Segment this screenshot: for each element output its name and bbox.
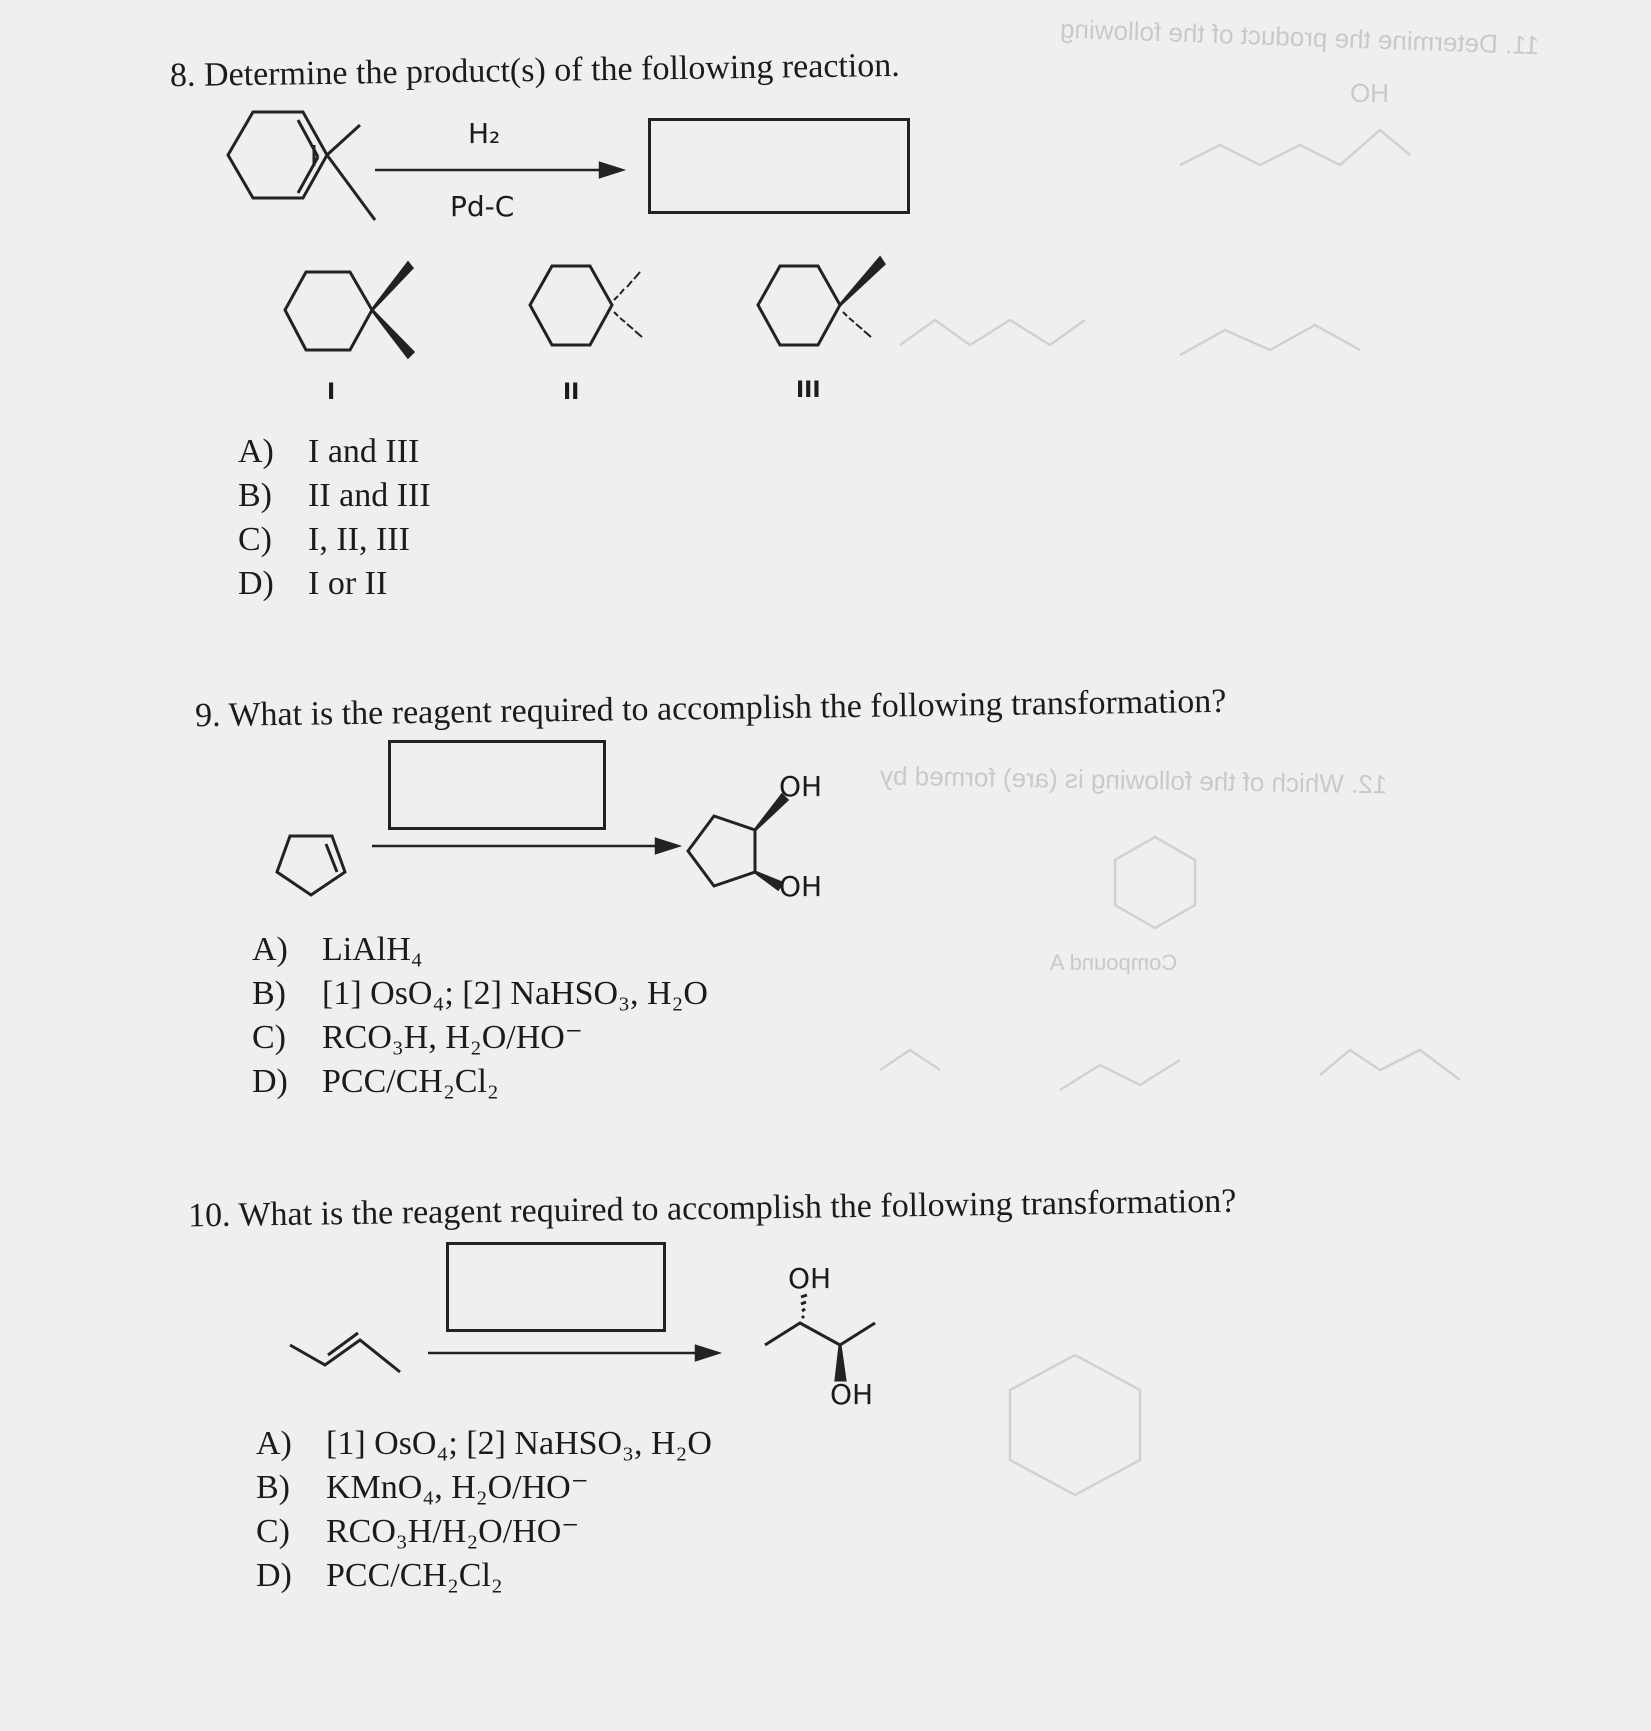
- choice-text: [1] OsO₄; [2] NaHSO₃, H₂O: [326, 1425, 712, 1462]
- q8-label-ii: II: [563, 380, 580, 405]
- q10-diol-molecule: [765, 1295, 875, 1380]
- choice-text: LiAlH₄: [322, 931, 423, 968]
- q10-choice-b[interactable]: [256, 1466, 712, 1510]
- choice-letter: B): [238, 477, 272, 514]
- bleed-through-text: 12. Which of the following is (are) formed by: [879, 760, 1388, 800]
- choice-letter: B): [252, 975, 286, 1012]
- q10-choice-a[interactable]: [256, 1422, 712, 1466]
- question-8-title: 8. Determine the product(s) of the following reaction.: [169, 46, 901, 95]
- q10-oh-top: OH: [788, 1262, 832, 1295]
- choice-letter: B): [256, 1469, 290, 1506]
- q8-reagent-pd-c: Pd-C: [450, 190, 515, 223]
- choice-text: I and III: [308, 433, 420, 470]
- choice-letter: A): [256, 1425, 292, 1462]
- q10-oh-bottom: OH: [830, 1378, 874, 1411]
- choice-text: KMnO₄, H₂O/HO⁻: [326, 1469, 589, 1506]
- choice-text: PCC/CH₂Cl₂: [326, 1557, 503, 1594]
- q10-choice-d[interactable]: [256, 1554, 712, 1598]
- q10-reaction-arrow: [428, 1346, 718, 1360]
- choice-text: [1] OsO₄; [2] NaHSO₃, H₂O: [322, 975, 708, 1012]
- choice-text: I or II: [308, 565, 388, 602]
- q9-oh-top: OH: [779, 770, 823, 803]
- question-9-title: 9. What is the reagent required to accomplish the following transformation?: [194, 682, 1227, 735]
- q10-choices: [256, 1422, 712, 1598]
- question-10-title: 10. What is the reagent required to accomplish the following transformation?: [187, 1182, 1237, 1235]
- bleed-through-text: HO: [1350, 78, 1389, 108]
- q8-label-iii: III: [796, 378, 821, 403]
- choice-text: RCO₃H/H₂O/HO⁻: [326, 1513, 580, 1550]
- choice-letter: D): [256, 1557, 292, 1594]
- q8-label-i: I: [327, 380, 336, 405]
- choice-letter: C): [256, 1513, 290, 1550]
- q10-choice-c[interactable]: [256, 1510, 712, 1554]
- choice-letter: C): [238, 521, 272, 558]
- choice-letter: D): [238, 565, 274, 602]
- choice-letter: C): [252, 1019, 286, 1056]
- choice-text: I, II, III: [308, 521, 410, 558]
- bleed-through-text: 11. Determine the product of the following: [1059, 13, 1540, 61]
- q10-butene-molecule: [290, 1333, 400, 1372]
- choice-letter: A): [252, 931, 288, 968]
- choice-letter: A): [238, 433, 274, 470]
- choice-text: RCO₃H, H₂O/HO⁻: [322, 1019, 583, 1056]
- choice-text: II and III: [308, 477, 431, 514]
- bleed-through-text: Compound A: [1050, 950, 1178, 975]
- choice-text: PCC/CH₂Cl₂: [322, 1063, 499, 1100]
- choice-letter: D): [252, 1063, 288, 1100]
- q9-oh-bottom: OH: [779, 870, 823, 903]
- q8-reagent-h2: H₂: [468, 117, 501, 150]
